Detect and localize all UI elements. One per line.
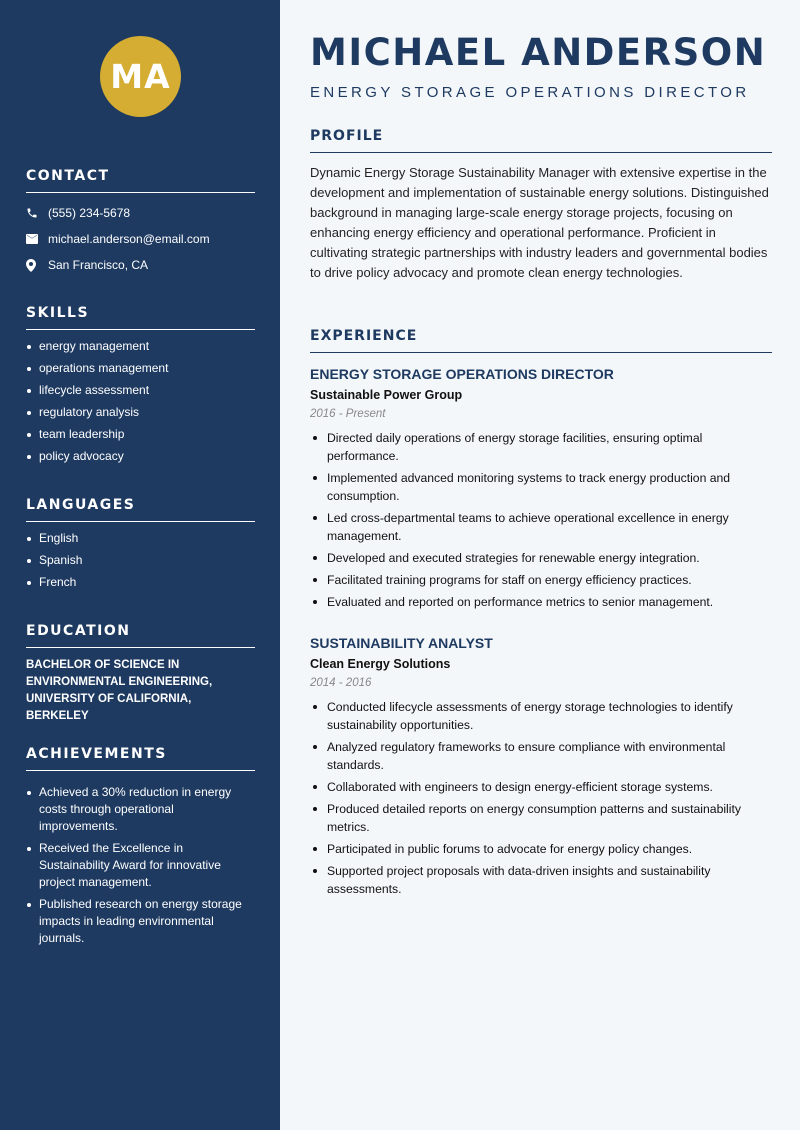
skills-section	[26, 305, 255, 470]
job-company: Sustainable Power Group	[310, 388, 463, 402]
location-text: San Francisco, CA	[48, 258, 149, 272]
list-item: Implemented advanced monitoring systems to track energy production and consumption.	[310, 469, 772, 505]
contact-heading: CONTACT	[26, 168, 255, 193]
languages-list	[26, 530, 255, 591]
list-item: Evaluated and reported on performance metrics to senior management.	[310, 593, 772, 611]
job-dates: 2014 - 2016	[310, 677, 372, 689]
list-item: Received the Excellence in Sustainability Award for innovative project management.	[26, 840, 255, 891]
sidebar	[0, 0, 280, 1130]
list-item: Directed daily operations of energy storage facilities, ensuring optimal performance.	[310, 429, 772, 465]
list-item: Collaborated with engineers to design energy-efficient storage systems.	[310, 778, 772, 796]
profile-heading: PROFILE	[310, 128, 772, 153]
candidate-name: MICHAEL ANDERSON	[310, 31, 767, 74]
list-item: French	[26, 574, 255, 591]
languages-section	[26, 497, 255, 596]
contact-email	[26, 226, 255, 252]
education-degree: BACHELOR OF SCIENCE IN ENVIRONMENTAL ENGINEERING, UNIVERSITY OF CALIFORNIA, BERKELEY	[26, 659, 213, 722]
list-item: Produced detailed reports on energy consumption patterns and sustainability metrics.	[310, 800, 772, 836]
list-item: English	[26, 530, 255, 547]
list-item: operations management	[26, 360, 255, 377]
list-item: team leadership	[26, 426, 255, 443]
list-item: policy advocacy	[26, 448, 255, 465]
list-item: Led cross-departmental teams to achieve operational excellence in energy management.	[310, 509, 772, 545]
avatar-initials: MA	[110, 57, 171, 96]
education-heading: EDUCATION	[26, 623, 255, 648]
job-title: SUSTAINABILITY ANALYST	[310, 635, 493, 651]
list-item: energy management	[26, 338, 255, 355]
list-item: Spanish	[26, 552, 255, 569]
list-item: Participated in public forums to advocate for energy policy changes.	[310, 840, 772, 858]
job-dates: 2016 - Present	[310, 408, 386, 420]
experience-heading: EXPERIENCE	[310, 328, 772, 353]
email-text: michael.anderson@email.com	[48, 232, 210, 246]
education-section	[26, 623, 255, 725]
profile-section	[310, 128, 772, 283]
languages-heading: LANGUAGES	[26, 497, 255, 522]
list-item: regulatory analysis	[26, 404, 255, 421]
job-bullets	[310, 698, 772, 898]
achievements-heading: ACHIEVEMENTS	[26, 746, 255, 771]
phone-icon	[26, 207, 48, 219]
list-item: Supported project proposals with data-driven insights and sustainability assessments.	[310, 862, 772, 898]
skills-heading: SKILLS	[26, 305, 255, 330]
location-pin-icon	[26, 259, 48, 272]
list-item: Developed and executed strategies for renewable energy integration.	[310, 549, 772, 567]
job-bullets	[310, 429, 772, 611]
avatar	[100, 36, 181, 117]
profile-text: Dynamic Energy Storage Sustainability Manager with extensive expertise in the development and implementation of sustainable energy solutions. Distinguished background in managing large-scale energy storage projects, focusing on enhancing energy efficiency and operational performance. Proficient in cultivating strategic partnerships with industry leaders and governmental bodies to drive policy advocacy and promote clean energy technologies.	[310, 165, 769, 280]
list-item: Analyzed regulatory frameworks to ensure compliance with environmental standards.	[310, 738, 772, 774]
list-item: lifecycle assessment	[26, 382, 255, 399]
list-item: Facilitated training programs for staff on energy efficiency practices.	[310, 571, 772, 589]
job-title-header: ENERGY STORAGE OPERATIONS DIRECTOR	[310, 84, 750, 101]
list-item: Published research on energy storage impacts in leading environmental journals.	[26, 896, 255, 947]
job-entry	[310, 635, 772, 902]
skills-list	[26, 338, 255, 465]
achievements-list	[26, 784, 255, 947]
list-item: Conducted lifecycle assessments of energy storage technologies to identify sustainability opportunities.	[310, 698, 772, 734]
contact-section	[26, 168, 255, 278]
achievements-section	[26, 746, 255, 952]
email-icon	[26, 234, 48, 244]
job-title: ENERGY STORAGE OPERATIONS DIRECTOR	[310, 366, 614, 382]
contact-location	[26, 252, 255, 278]
contact-phone	[26, 200, 255, 226]
job-company: Clean Energy Solutions	[310, 657, 451, 671]
experience-section	[310, 328, 772, 353]
phone-text: (555) 234-5678	[48, 206, 131, 220]
list-item: Achieved a 30% reduction in energy costs through operational improvements.	[26, 784, 255, 835]
job-entry	[310, 366, 772, 615]
